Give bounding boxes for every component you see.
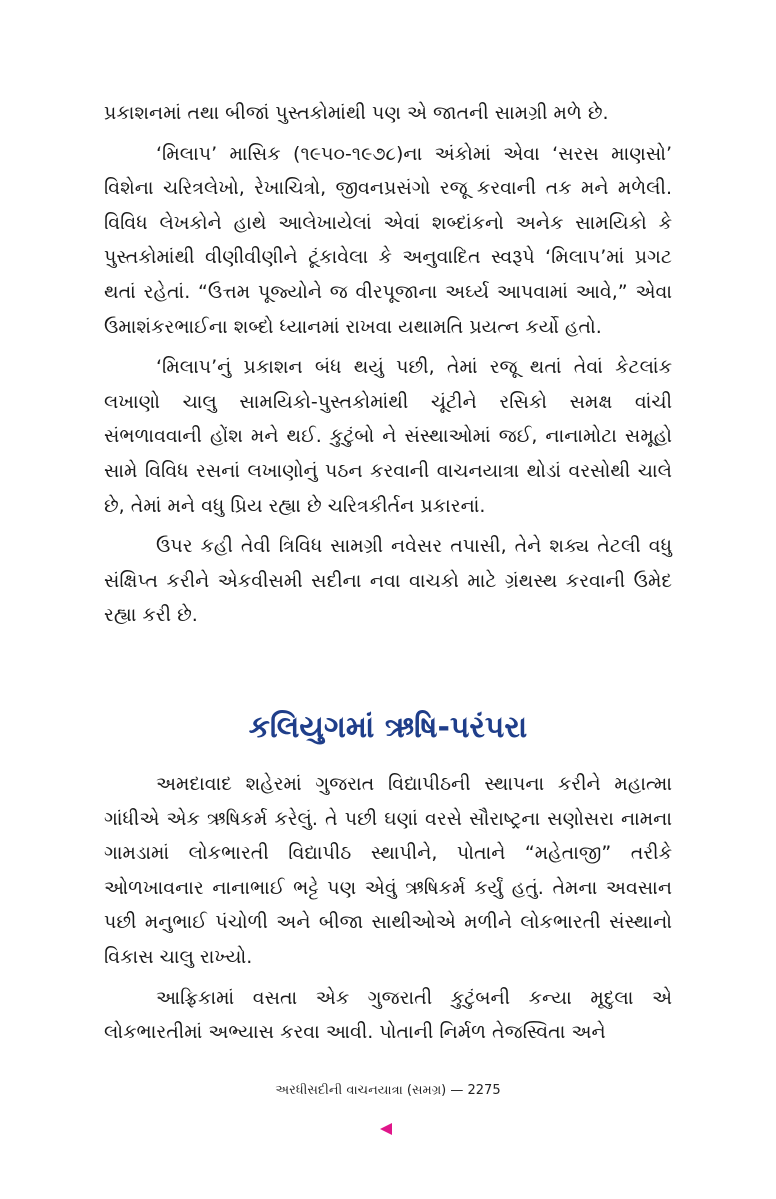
page-footer: અરધીસદીની વાચનયાત્રા (સમગ્ર) — 2275 (275, 1083, 501, 1098)
paragraph-continuation: પ્રકાશનમાં તથા બીજાં પુસ્તકોમાંથી પણ એ જાતની સામગ્રી મળે છે. (104, 102, 609, 124)
paragraph-africa: આફ્રિકામાં વસતા એક ગુજરાતી કુટુંબની કન્યા મૃદુલા એ લોકભારતીમાં અભ્યાસ કરવા આવી. પોતાની નિર્મળ તેજસ્વિતા અને (104, 986, 672, 1044)
paragraph-trividh-samagri: ઉપર કહી તેવી ત્રિવિધ સામગ્રી નવેસર તપાસી, તેને શક્ય તેટલી વધુ સંક્ષિપ્ત કરીને એકવીસમી સદીના નવા વાચકો માટે ગ્રંથસ્થ કરવાની ઉમેદ રહ્યા કરી છે. (104, 535, 672, 627)
left-triangle-icon[interactable] (380, 1123, 392, 1135)
paragraph-amdavad: અમદાવાદ શહેરમાં ગુજરાત વિદ્યાપીઠની સ્થાપના કરીને મહાત્મા ગાંધીએ એક ઋષિકર્મ કરેલું. તે પછી ઘણાં વરસે સૌરાષ્ટ્રના સણોસરા નામના ગામડામાં લોકભારતી વિદ્યાપીઠ સ્થાપીને, પોતાને “મહેતાજી” તરીકે ઓળખાવનાર નાનાભાઈ ભટ્ટે પણ એવું ઋષિકર્મ કર્યું હતું. તેમના અવસાન પછી મનુભાઈ પંચોળી અને બીજા સાથીઓએ મળીને લોકભારતી સંસ્થાનો વિકાસ ચાલુ રાખ્યો. (104, 773, 672, 968)
paragraph-milap-prakashan: ‘મિલાપ’નું પ્રકાશન બંધ થયું પછી, તેમાં રજૂ થતાં તેવાં કેટલાંક લખાણો ચાલુ સામયિકો-પુસ્તકોમાંથી ચૂંટીને રસિકો સમક્ષ વાંચી સંભળાવવાની હોંશ મને થઈ. કુટુંબો ને સંસ્થાઓમાં જઈ, નાનામોટા સમૂહો સામે વિવિધ રસનાં લખાણોનું પઠન કરવાની વાચનયાત્રા થોડાં વરસોથી ચાલે છે, તેમાં મને વધુ પ્રિય રહ્યા છે ચરિત્રકીર્તન પ્રકારનાં. (104, 356, 672, 517)
paragraph-milap-masik: ‘મિલાપ’ માસિક (૧૯૫૦-૧૯૭૮)ના અંકોમાં એવા ‘સરસ માણસો’ વિશેના ચરિત્રલેખો, રેખાચિત્રો, જીવનપ્રસંગો રજૂ કરવાની તક મને મળેલી. વિવિધ લેખકોને હાથે આલેખાયેલાં એવાં શબ્દાંકનો અનેક સામયિકો કે પુસ્તકોમાંથી વીણીવીણીને ટૂંકાવેલા કે અનુવાદિત સ્વરૂપે ‘મિલાપ’માં પ્રગટ થતાં રહેતાં. “ઉત્તમ પૂજ્યોને જ વીરપૂજાના અર્ઘ્ય આપવામાં આવે,” એવા ઉમાશંકરભાઈના શબ્દો ધ્યાનમાં રાખવા યથામતિ પ્રયત્ન કર્યો હતો. (104, 142, 672, 338)
bottom-text-block (104, 767, 672, 1050)
top-text-block (104, 96, 672, 633)
section-heading: કલિયુગમાં ઋષિ-પરંપરા (248, 710, 528, 745)
